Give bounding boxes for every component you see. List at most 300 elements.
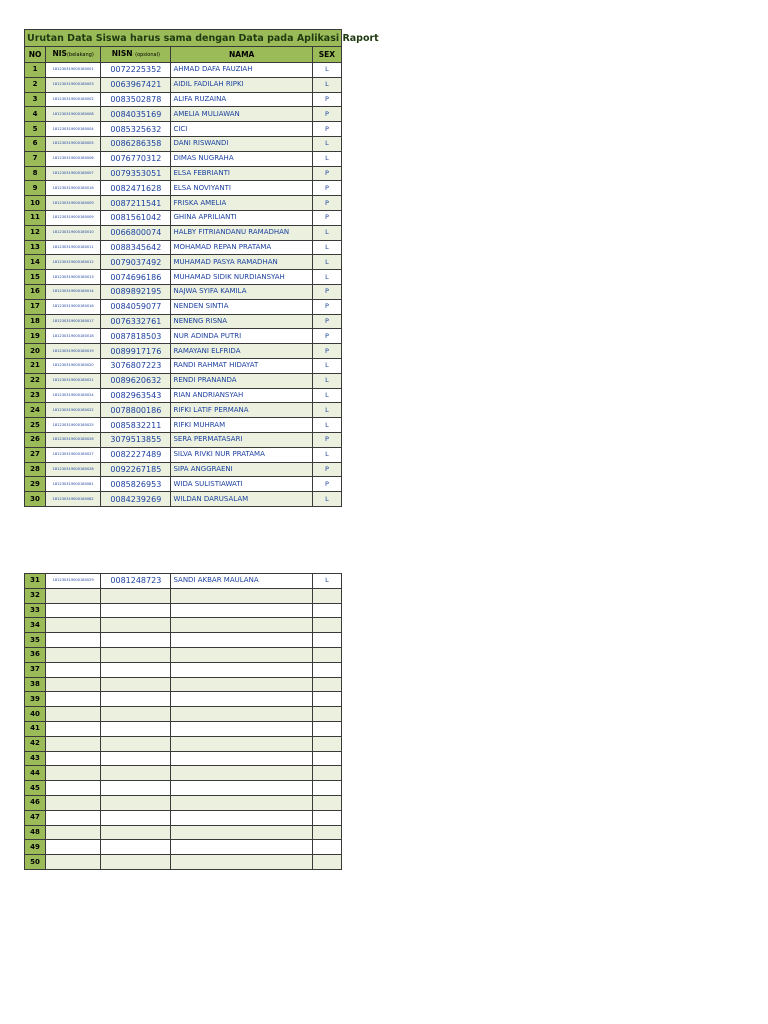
cell-sex[interactable]: L xyxy=(312,77,341,92)
table-row xyxy=(25,255,342,270)
header-no: NO xyxy=(25,47,46,63)
table-row xyxy=(25,358,342,373)
cell-nis[interactable]: 181230319000180022 xyxy=(46,403,101,418)
cell-sex[interactable]: P xyxy=(312,166,341,181)
cell-nama[interactable] xyxy=(171,588,312,603)
cell-nama[interactable]: MUHAMAD PASYA RAMADHAN xyxy=(171,255,312,270)
cell-nis[interactable]: 181230319000180028 xyxy=(46,462,101,477)
row-no[interactable]: 46 xyxy=(25,795,46,810)
row-no[interactable]: 33 xyxy=(25,603,46,618)
cell-nisn[interactable] xyxy=(101,618,171,633)
cell-nis[interactable]: 181230319000180012 xyxy=(46,255,101,270)
header-nis-note: (belakang) xyxy=(66,52,94,58)
cell-nisn[interactable]: 0066800074 xyxy=(101,225,171,240)
cell-nis[interactable]: 181230319000180005 xyxy=(46,136,101,151)
cell-nis[interactable] xyxy=(46,618,101,633)
table-row xyxy=(25,240,342,255)
table-row xyxy=(25,299,342,314)
cell-nisn[interactable] xyxy=(101,795,171,810)
cell-nama[interactable]: DANI RISWANDI xyxy=(171,136,312,151)
row-no[interactable]: 50 xyxy=(25,855,46,870)
cell-nama[interactable]: DIMAS NUGRAHA xyxy=(171,151,312,166)
row-no[interactable]: 14 xyxy=(25,255,46,270)
cell-nisn[interactable]: 0079353051 xyxy=(101,166,171,181)
cell-nis[interactable]: 181230319000180016 xyxy=(46,299,101,314)
cell-nisn[interactable]: 3076807223 xyxy=(101,358,171,373)
cell-nama[interactable] xyxy=(171,662,312,677)
row-no[interactable]: 19 xyxy=(25,329,46,344)
row-no[interactable]: 17 xyxy=(25,299,46,314)
cell-nisn[interactable] xyxy=(101,677,171,692)
cell-nisn[interactable]: 0082471628 xyxy=(101,181,171,196)
row-no[interactable]: 31 xyxy=(25,574,46,589)
cell-nama[interactable] xyxy=(171,825,312,840)
row-no[interactable]: 20 xyxy=(25,344,46,359)
row-no[interactable]: 15 xyxy=(25,270,46,285)
table-row xyxy=(25,766,342,781)
row-no[interactable]: 13 xyxy=(25,240,46,255)
cell-sex[interactable]: L xyxy=(312,270,341,285)
cell-nama[interactable]: AMELIA MULIAWAN xyxy=(171,107,312,122)
cell-sex[interactable]: P xyxy=(312,344,341,359)
cell-sex[interactable]: P xyxy=(312,284,341,299)
cell-nama[interactable]: AHMAD DAFA FAUZIAH xyxy=(171,63,312,78)
cell-nama[interactable]: RIFKI MUHRAM xyxy=(171,418,312,433)
cell-sex[interactable] xyxy=(312,633,341,648)
cell-nis[interactable]: 181230319000180017 xyxy=(46,314,101,329)
row-no[interactable]: 27 xyxy=(25,447,46,462)
row-no[interactable]: 10 xyxy=(25,196,46,211)
table-row xyxy=(25,314,342,329)
cell-nama[interactable] xyxy=(171,647,312,662)
row-no[interactable]: 44 xyxy=(25,766,46,781)
cell-nisn[interactable] xyxy=(101,588,171,603)
cell-sex[interactable]: P xyxy=(312,196,341,211)
row-no[interactable]: 6 xyxy=(25,136,46,151)
cell-sex[interactable]: L xyxy=(312,418,341,433)
cell-nisn[interactable]: 0076332761 xyxy=(101,314,171,329)
cell-nisn[interactable] xyxy=(101,840,171,855)
cell-nama[interactable] xyxy=(171,707,312,722)
cell-nis[interactable]: 181230319000180082 xyxy=(46,492,101,507)
row-no[interactable]: 3 xyxy=(25,92,46,107)
row-no[interactable]: 22 xyxy=(25,373,46,388)
cell-nisn[interactable]: 0092267185 xyxy=(101,462,171,477)
table-row xyxy=(25,477,342,492)
cell-nis[interactable] xyxy=(46,677,101,692)
cell-nis[interactable] xyxy=(46,840,101,855)
cell-sex[interactable] xyxy=(312,810,341,825)
cell-sex[interactable]: P xyxy=(312,107,341,122)
cell-nis[interactable] xyxy=(46,766,101,781)
cell-nama[interactable]: RANDI RAHMAT HIDAYAT xyxy=(171,358,312,373)
cell-nisn[interactable] xyxy=(101,707,171,722)
table-row xyxy=(25,662,342,677)
table-row xyxy=(25,329,342,344)
row-no[interactable]: 43 xyxy=(25,751,46,766)
row-no[interactable]: 24 xyxy=(25,403,46,418)
cell-nis[interactable]: 181230319000180081 xyxy=(46,477,101,492)
cell-nisn[interactable]: 0089917176 xyxy=(101,344,171,359)
cell-nisn[interactable]: 0078800186 xyxy=(101,403,171,418)
cell-nis[interactable]: 181230319000180009 xyxy=(46,210,101,225)
cell-nisn[interactable] xyxy=(101,736,171,751)
table-row xyxy=(25,751,342,766)
cell-nis[interactable]: 181230319000180018 xyxy=(46,181,101,196)
cell-sex[interactable]: L xyxy=(312,388,341,403)
cell-sex[interactable]: P xyxy=(312,299,341,314)
cell-nisn[interactable] xyxy=(101,603,171,618)
table-row xyxy=(25,603,342,618)
cell-nis[interactable] xyxy=(46,707,101,722)
row-no[interactable]: 35 xyxy=(25,633,46,648)
cell-nisn[interactable] xyxy=(101,810,171,825)
row-no[interactable]: 12 xyxy=(25,225,46,240)
cell-sex[interactable]: L xyxy=(312,403,341,418)
table-row xyxy=(25,736,342,751)
cell-nis[interactable]: 181230319000180013 xyxy=(46,270,101,285)
cell-sex[interactable]: P xyxy=(312,122,341,137)
row-no[interactable]: 34 xyxy=(25,618,46,633)
table-row xyxy=(25,825,342,840)
cell-nama[interactable]: MUHAMAD SIDIK NURDIANSYAH xyxy=(171,270,312,285)
cell-nama[interactable]: NAJWA SYIFA KAMILA xyxy=(171,284,312,299)
cell-sex[interactable]: L xyxy=(312,492,341,507)
table-row xyxy=(25,588,342,603)
cell-nis[interactable]: 181230319000180014 xyxy=(46,284,101,299)
table-row xyxy=(25,677,342,692)
row-no[interactable]: 39 xyxy=(25,692,46,707)
cell-nis[interactable]: 181230319000180010 xyxy=(46,225,101,240)
row-no[interactable]: 4 xyxy=(25,107,46,122)
cell-sex[interactable] xyxy=(312,647,341,662)
cell-nama[interactable]: MOHAMAD REPAN PRATAMA xyxy=(171,240,312,255)
cell-nis[interactable]: 181230319000180007 xyxy=(46,166,101,181)
cell-nisn[interactable] xyxy=(101,633,171,648)
cell-nama[interactable]: CICI xyxy=(171,122,312,137)
cell-sex[interactable]: P xyxy=(312,314,341,329)
cell-nisn[interactable]: 0072225352 xyxy=(101,63,171,78)
cell-nis[interactable]: 181230319000180024 xyxy=(46,388,101,403)
cell-nama[interactable] xyxy=(171,781,312,796)
cell-nisn[interactable]: 0082963543 xyxy=(101,388,171,403)
cell-nis[interactable]: 181230319000180009 xyxy=(46,196,101,211)
cell-nama[interactable]: AIDIL FADILAH RIPKI xyxy=(171,77,312,92)
row-no[interactable]: 30 xyxy=(25,492,46,507)
cell-nisn[interactable]: 0087211541 xyxy=(101,196,171,211)
table-row xyxy=(25,92,342,107)
row-no[interactable]: 21 xyxy=(25,358,46,373)
table-row xyxy=(25,403,342,418)
cell-nisn[interactable]: 0085832211 xyxy=(101,418,171,433)
cell-nis[interactable] xyxy=(46,751,101,766)
cell-nis[interactable]: 181230319000180004 xyxy=(46,122,101,137)
cell-nis[interactable]: 181230319000180021 xyxy=(46,373,101,388)
cell-sex[interactable] xyxy=(312,781,341,796)
table-row xyxy=(25,618,342,633)
cell-sex[interactable] xyxy=(312,736,341,751)
cell-sex[interactable]: P xyxy=(312,210,341,225)
cell-sex[interactable]: L xyxy=(312,373,341,388)
row-no[interactable]: 1 xyxy=(25,63,46,78)
table-row xyxy=(25,633,342,648)
cell-sex[interactable] xyxy=(312,677,341,692)
cell-nisn[interactable] xyxy=(101,825,171,840)
row-no[interactable]: 41 xyxy=(25,721,46,736)
row-no[interactable]: 40 xyxy=(25,707,46,722)
row-no[interactable]: 7 xyxy=(25,151,46,166)
cell-nisn[interactable]: 0081248723 xyxy=(101,574,171,589)
table-row xyxy=(25,795,342,810)
cell-nama[interactable] xyxy=(171,751,312,766)
cell-nama[interactable] xyxy=(171,855,312,870)
cell-nis[interactable] xyxy=(46,810,101,825)
cell-nisn[interactable]: 0089892195 xyxy=(101,284,171,299)
row-no[interactable]: 32 xyxy=(25,588,46,603)
cell-nis[interactable]: 181230319000180003 xyxy=(46,77,101,92)
cell-nis[interactable]: 181230319000180002 xyxy=(46,92,101,107)
cell-sex[interactable]: L xyxy=(312,447,341,462)
cell-nis[interactable] xyxy=(46,603,101,618)
cell-sex[interactable]: P xyxy=(312,477,341,492)
cell-nama[interactable]: FRISKA AMELIA xyxy=(171,196,312,211)
cell-nisn[interactable]: 0083502878 xyxy=(101,92,171,107)
header-row xyxy=(25,47,342,63)
cell-nis[interactable]: 181230319000180008 xyxy=(46,107,101,122)
table-row xyxy=(25,418,342,433)
cell-nisn[interactable]: 0089620632 xyxy=(101,373,171,388)
cell-nisn[interactable]: 0085325632 xyxy=(101,122,171,137)
cell-nis[interactable]: 181230319000180011 xyxy=(46,240,101,255)
cell-sex[interactable]: L xyxy=(312,574,341,589)
cell-sex[interactable] xyxy=(312,618,341,633)
cell-nama[interactable]: GHINA APRILIANTI xyxy=(171,210,312,225)
row-no[interactable]: 25 xyxy=(25,418,46,433)
student-table-main xyxy=(24,29,379,507)
cell-nama[interactable]: SILVA RIVKI NUR PRATAMA xyxy=(171,447,312,462)
cell-nama[interactable]: HALBY FITRIANDANU RAMADHAN xyxy=(171,225,312,240)
cell-nama[interactable]: SIPA ANGGRAENI xyxy=(171,462,312,477)
cell-nama[interactable] xyxy=(171,810,312,825)
cell-nama[interactable]: SANDI AKBAR MAULANA xyxy=(171,574,312,589)
table-title: Urutan Data Siswa harus sama dengan Data pada Aplikasi Raport xyxy=(25,30,342,47)
cell-nama[interactable] xyxy=(171,677,312,692)
cell-nis[interactable]: 181230319000180029 xyxy=(46,574,101,589)
cell-nama[interactable] xyxy=(171,795,312,810)
cell-sex[interactable]: P xyxy=(312,92,341,107)
cell-nisn[interactable]: 0085826953 xyxy=(101,477,171,492)
row-no[interactable]: 23 xyxy=(25,388,46,403)
student-table-continued xyxy=(24,573,342,870)
cell-nis[interactable]: 181230319000180027 xyxy=(46,447,101,462)
cell-nis[interactable] xyxy=(46,662,101,677)
cell-nama[interactable]: WILDAN DARUSALAM xyxy=(171,492,312,507)
cell-nama[interactable]: NENENG RISNA xyxy=(171,314,312,329)
cell-sex[interactable]: L xyxy=(312,136,341,151)
cell-nama[interactable] xyxy=(171,618,312,633)
cell-nisn[interactable]: 0079037492 xyxy=(101,255,171,270)
cell-nisn[interactable]: 0076770312 xyxy=(101,151,171,166)
cell-sex[interactable] xyxy=(312,840,341,855)
cell-sex[interactable]: L xyxy=(312,63,341,78)
cell-nis[interactable]: 181230319000180001 xyxy=(46,63,101,78)
row-no[interactable]: 47 xyxy=(25,810,46,825)
table-row xyxy=(25,840,342,855)
cell-nama[interactable]: NUR ADINDA PUTRI xyxy=(171,329,312,344)
cell-sex[interactable] xyxy=(312,707,341,722)
cell-nama[interactable]: SERA PERMATASARI xyxy=(171,432,312,447)
cell-nis[interactable]: 181230319000180019 xyxy=(46,344,101,359)
cell-nis[interactable] xyxy=(46,736,101,751)
cell-sex[interactable]: L xyxy=(312,255,341,270)
header-sex: SEX xyxy=(312,47,341,63)
cell-sex[interactable]: L xyxy=(312,225,341,240)
cell-nama[interactable]: RENDI PRANANDA xyxy=(171,373,312,388)
table-row xyxy=(25,181,342,196)
table-row xyxy=(25,692,342,707)
cell-nis[interactable]: 181230319000180026 xyxy=(46,432,101,447)
cell-sex[interactable] xyxy=(312,766,341,781)
cell-sex[interactable]: L xyxy=(312,151,341,166)
cell-nisn[interactable]: 0088345642 xyxy=(101,240,171,255)
cell-sex[interactable] xyxy=(312,588,341,603)
cell-nama[interactable] xyxy=(171,721,312,736)
row-no[interactable]: 28 xyxy=(25,462,46,477)
row-no[interactable]: 48 xyxy=(25,825,46,840)
table-row xyxy=(25,151,342,166)
table-row xyxy=(25,855,342,870)
row-no[interactable]: 18 xyxy=(25,314,46,329)
cell-nisn[interactable] xyxy=(101,692,171,707)
cell-nis[interactable]: 181230319000180018 xyxy=(46,329,101,344)
cell-nisn[interactable] xyxy=(101,647,171,662)
row-no[interactable]: 42 xyxy=(25,736,46,751)
cell-nama[interactable]: ELSA NOVIYANTI xyxy=(171,181,312,196)
header-nama: NAMA xyxy=(171,47,312,63)
cell-nisn[interactable]: 3079513855 xyxy=(101,432,171,447)
cell-nis[interactable] xyxy=(46,855,101,870)
cell-nis[interactable] xyxy=(46,795,101,810)
row-no[interactable]: 9 xyxy=(25,181,46,196)
cell-nisn[interactable]: 0084035169 xyxy=(101,107,171,122)
cell-sex[interactable] xyxy=(312,751,341,766)
cell-nama[interactable] xyxy=(171,633,312,648)
table-row xyxy=(25,810,342,825)
table-row xyxy=(25,196,342,211)
cell-nama[interactable]: RIAN ANDRIANSYAH xyxy=(171,388,312,403)
cell-sex[interactable] xyxy=(312,795,341,810)
cell-nama[interactable]: ELSA FEBRIANTI xyxy=(171,166,312,181)
cell-nis[interactable] xyxy=(46,647,101,662)
row-no[interactable]: 49 xyxy=(25,840,46,855)
cell-nama[interactable] xyxy=(171,603,312,618)
cell-nisn[interactable]: 0074696186 xyxy=(101,270,171,285)
cell-sex[interactable] xyxy=(312,692,341,707)
cell-nis[interactable] xyxy=(46,633,101,648)
cell-nisn[interactable]: 0084239269 xyxy=(101,492,171,507)
cell-sex[interactable] xyxy=(312,662,341,677)
header-nis xyxy=(46,47,101,63)
table-row xyxy=(25,492,342,507)
cell-sex[interactable] xyxy=(312,825,341,840)
cell-nisn[interactable] xyxy=(101,662,171,677)
cell-sex[interactable] xyxy=(312,721,341,736)
table-row xyxy=(25,284,342,299)
table-row xyxy=(25,574,342,589)
cell-nama[interactable] xyxy=(171,736,312,751)
table-row xyxy=(25,447,342,462)
row-no[interactable]: 26 xyxy=(25,432,46,447)
cell-nama[interactable]: RAMAYANI ELFRIDA xyxy=(171,344,312,359)
cell-nis[interactable] xyxy=(46,781,101,796)
row-no[interactable]: 45 xyxy=(25,781,46,796)
cell-sex[interactable]: P xyxy=(312,181,341,196)
cell-nisn[interactable]: 0084059077 xyxy=(101,299,171,314)
cell-nisn[interactable]: 0087818503 xyxy=(101,329,171,344)
row-no[interactable]: 16 xyxy=(25,284,46,299)
cell-nis[interactable]: 181230319000180020 xyxy=(46,358,101,373)
cell-sex[interactable]: P xyxy=(312,329,341,344)
cell-nis[interactable]: 181230319000180006 xyxy=(46,151,101,166)
cell-sex[interactable]: P xyxy=(312,462,341,477)
cell-nis[interactable] xyxy=(46,721,101,736)
cell-nis[interactable] xyxy=(46,588,101,603)
row-no[interactable]: 36 xyxy=(25,647,46,662)
cell-nis[interactable] xyxy=(46,825,101,840)
cell-nama[interactable]: RIFKI LATIF PERMANA xyxy=(171,403,312,418)
row-no[interactable]: 29 xyxy=(25,477,46,492)
cell-nis[interactable] xyxy=(46,692,101,707)
table-row xyxy=(25,77,342,92)
table-row xyxy=(25,432,342,447)
cell-sex[interactable] xyxy=(312,603,341,618)
cell-nisn[interactable] xyxy=(101,721,171,736)
table-row xyxy=(25,462,342,477)
row-no[interactable]: 2 xyxy=(25,77,46,92)
row-no[interactable]: 37 xyxy=(25,662,46,677)
cell-nisn[interactable]: 0082227489 xyxy=(101,447,171,462)
table-row xyxy=(25,210,342,225)
cell-nama[interactable]: NENDEN SINTIA xyxy=(171,299,312,314)
header-nisn-note: (opsional) xyxy=(135,52,160,58)
table-row xyxy=(25,107,342,122)
cell-nisn[interactable]: 0063967421 xyxy=(101,77,171,92)
cell-nis[interactable]: 181230319000180025 xyxy=(46,418,101,433)
row-no[interactable]: 11 xyxy=(25,210,46,225)
header-nisn xyxy=(101,47,171,63)
cell-sex[interactable]: L xyxy=(312,240,341,255)
cell-sex[interactable]: P xyxy=(312,432,341,447)
cell-nisn[interactable] xyxy=(101,751,171,766)
cell-nama[interactable]: ALIFA RUZAINA xyxy=(171,92,312,107)
cell-nisn[interactable]: 0081561042 xyxy=(101,210,171,225)
row-no[interactable]: 38 xyxy=(25,677,46,692)
cell-sex[interactable]: L xyxy=(312,358,341,373)
row-no[interactable]: 8 xyxy=(25,166,46,181)
cell-nisn[interactable] xyxy=(101,855,171,870)
row-no[interactable]: 5 xyxy=(25,122,46,137)
cell-nisn[interactable]: 0086286358 xyxy=(101,136,171,151)
cell-nama[interactable] xyxy=(171,692,312,707)
cell-nisn[interactable] xyxy=(101,781,171,796)
table-row xyxy=(25,647,342,662)
cell-nama[interactable] xyxy=(171,840,312,855)
cell-nama[interactable]: WIDA SULISTIAWATI xyxy=(171,477,312,492)
cell-nama[interactable] xyxy=(171,766,312,781)
cell-nisn[interactable] xyxy=(101,766,171,781)
cell-sex[interactable] xyxy=(312,855,341,870)
table-row xyxy=(25,721,342,736)
